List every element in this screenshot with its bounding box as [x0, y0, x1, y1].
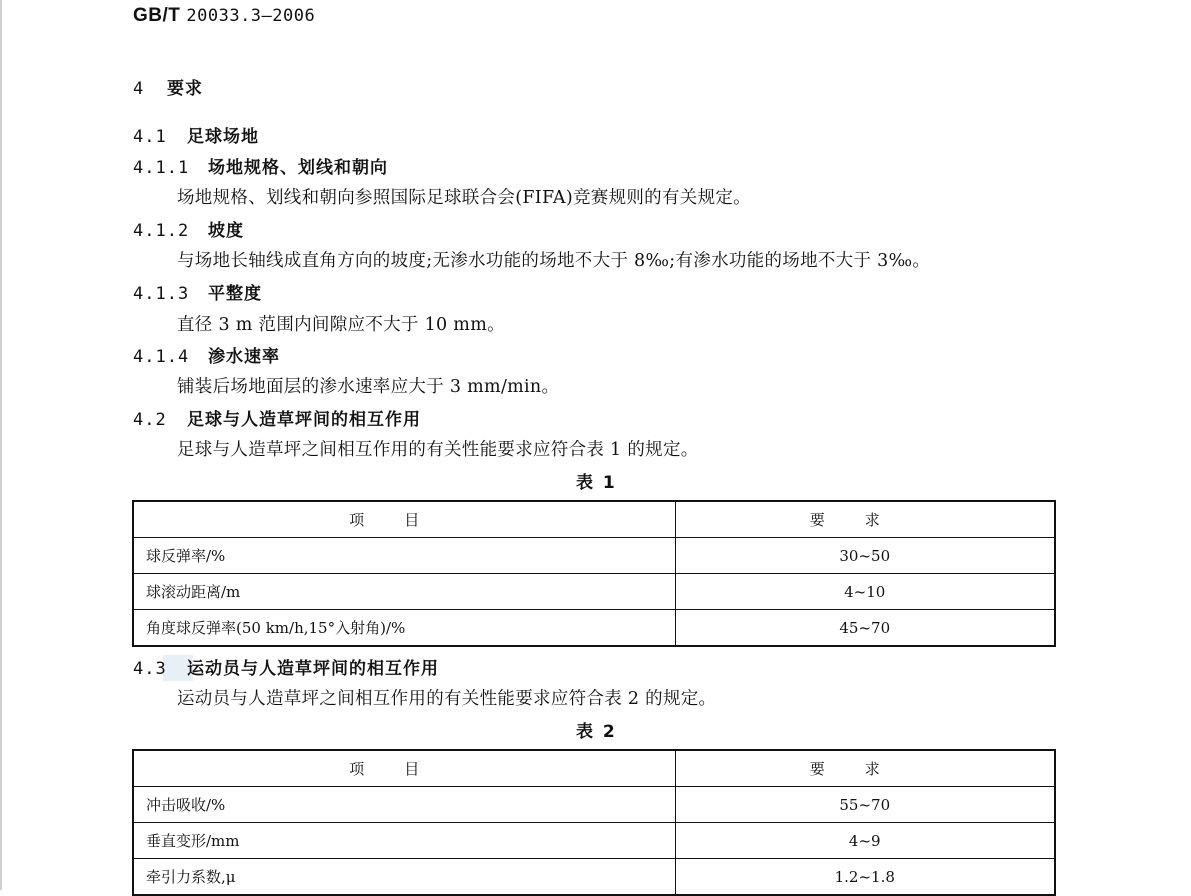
- section-title: 足球与人造草坪间的相互作用: [187, 410, 421, 430]
- standard-header: [133, 5, 315, 27]
- section-number: 4.1.4: [133, 347, 190, 367]
- table-row: [133, 538, 1055, 574]
- section-title: 场地规格、划线和朝向: [208, 158, 388, 178]
- section-number: 4.1.3: [133, 284, 190, 304]
- section-title: 渗水速率: [208, 347, 280, 367]
- section-title: 坡度: [208, 221, 244, 241]
- section-4-3-heading: [133, 654, 439, 679]
- table-header-row: [133, 501, 1055, 538]
- table-row: [133, 574, 1055, 610]
- section-4-2-heading: [133, 405, 421, 430]
- section-number: 4.1.1: [133, 158, 190, 178]
- page-left-edge: [0, 0, 2, 890]
- section-4-1-4-heading: [133, 342, 280, 367]
- table-1: [132, 500, 1056, 647]
- table-2-caption: 表 2: [576, 722, 617, 742]
- standard-code: GB/T: [133, 5, 181, 26]
- section-4-1-heading: [133, 122, 259, 147]
- section-title: 运动员与人造草坪间的相互作用: [187, 659, 439, 679]
- section-4-1-4-text: 铺装后场地面层的渗水速率应大于 3 mm/min。: [177, 377, 560, 397]
- table-row: [133, 823, 1055, 859]
- requirement-cell: 4~9: [675, 823, 1055, 859]
- item-cell: 球滚动距离/m: [133, 574, 675, 610]
- section-number: 4: [133, 79, 145, 99]
- table-2: [132, 749, 1056, 896]
- column-header-item: 项目: [133, 750, 675, 787]
- requirement-cell: 4~10: [675, 574, 1055, 610]
- item-cell: 冲击吸收/%: [133, 787, 675, 823]
- requirement-cell: 30~50: [675, 538, 1055, 574]
- requirement-cell: 1.2~1.8: [675, 859, 1055, 896]
- section-4-1-2-text: 与场地长轴线成直角方向的坡度;无渗水功能的场地不大于 8‰;有渗水功能的场地不大于 3‰。: [177, 251, 931, 271]
- section-4-heading: [133, 74, 203, 99]
- item-cell: 球反弹率/%: [133, 538, 675, 574]
- section-4-2-text: 足球与人造草坪之间相互作用的有关性能要求应符合表 1 的规定。: [177, 440, 699, 460]
- table-row: [133, 787, 1055, 823]
- section-4-1-3-heading: [133, 279, 262, 304]
- section-number: 4.1.2: [133, 221, 190, 241]
- section-title: 平整度: [208, 284, 262, 304]
- item-cell: 垂直变形/mm: [133, 823, 675, 859]
- column-header-requirement: 要求: [675, 750, 1055, 787]
- standard-number: 20033.3—2006: [186, 6, 316, 26]
- section-title: 足球场地: [187, 127, 259, 147]
- section-number: 4.2: [133, 410, 167, 430]
- section-4-1-1-text: 场地规格、划线和朝向参照国际足球联合会(FIFA)竞赛规则的有关规定。: [177, 188, 751, 208]
- section-title: 要求: [167, 79, 203, 99]
- requirement-cell: 45~70: [675, 610, 1055, 647]
- section-4-3-text: 运动员与人造草坪之间相互作用的有关性能要求应符合表 2 的规定。: [177, 689, 717, 709]
- item-cell: 牵引力系数,μ: [133, 859, 675, 896]
- column-header-item: 项目: [133, 501, 675, 538]
- section-number: 4.1: [133, 127, 167, 147]
- item-cell: 角度球反弹率(50 km/h,15°入射角)/%: [133, 610, 675, 647]
- section-4-1-1-heading: [133, 153, 388, 178]
- section-4-1-2-heading: [133, 216, 244, 241]
- requirement-cell: 55~70: [675, 787, 1055, 823]
- column-header-requirement: 要求: [675, 501, 1055, 538]
- table-header-row: [133, 750, 1055, 787]
- table-row: [133, 610, 1055, 647]
- table-1-caption: 表 1: [576, 473, 617, 493]
- section-number: 4.3: [133, 659, 167, 679]
- section-4-1-3-text: 直径 3 m 范围内间隙应不大于 10 mm。: [177, 315, 505, 335]
